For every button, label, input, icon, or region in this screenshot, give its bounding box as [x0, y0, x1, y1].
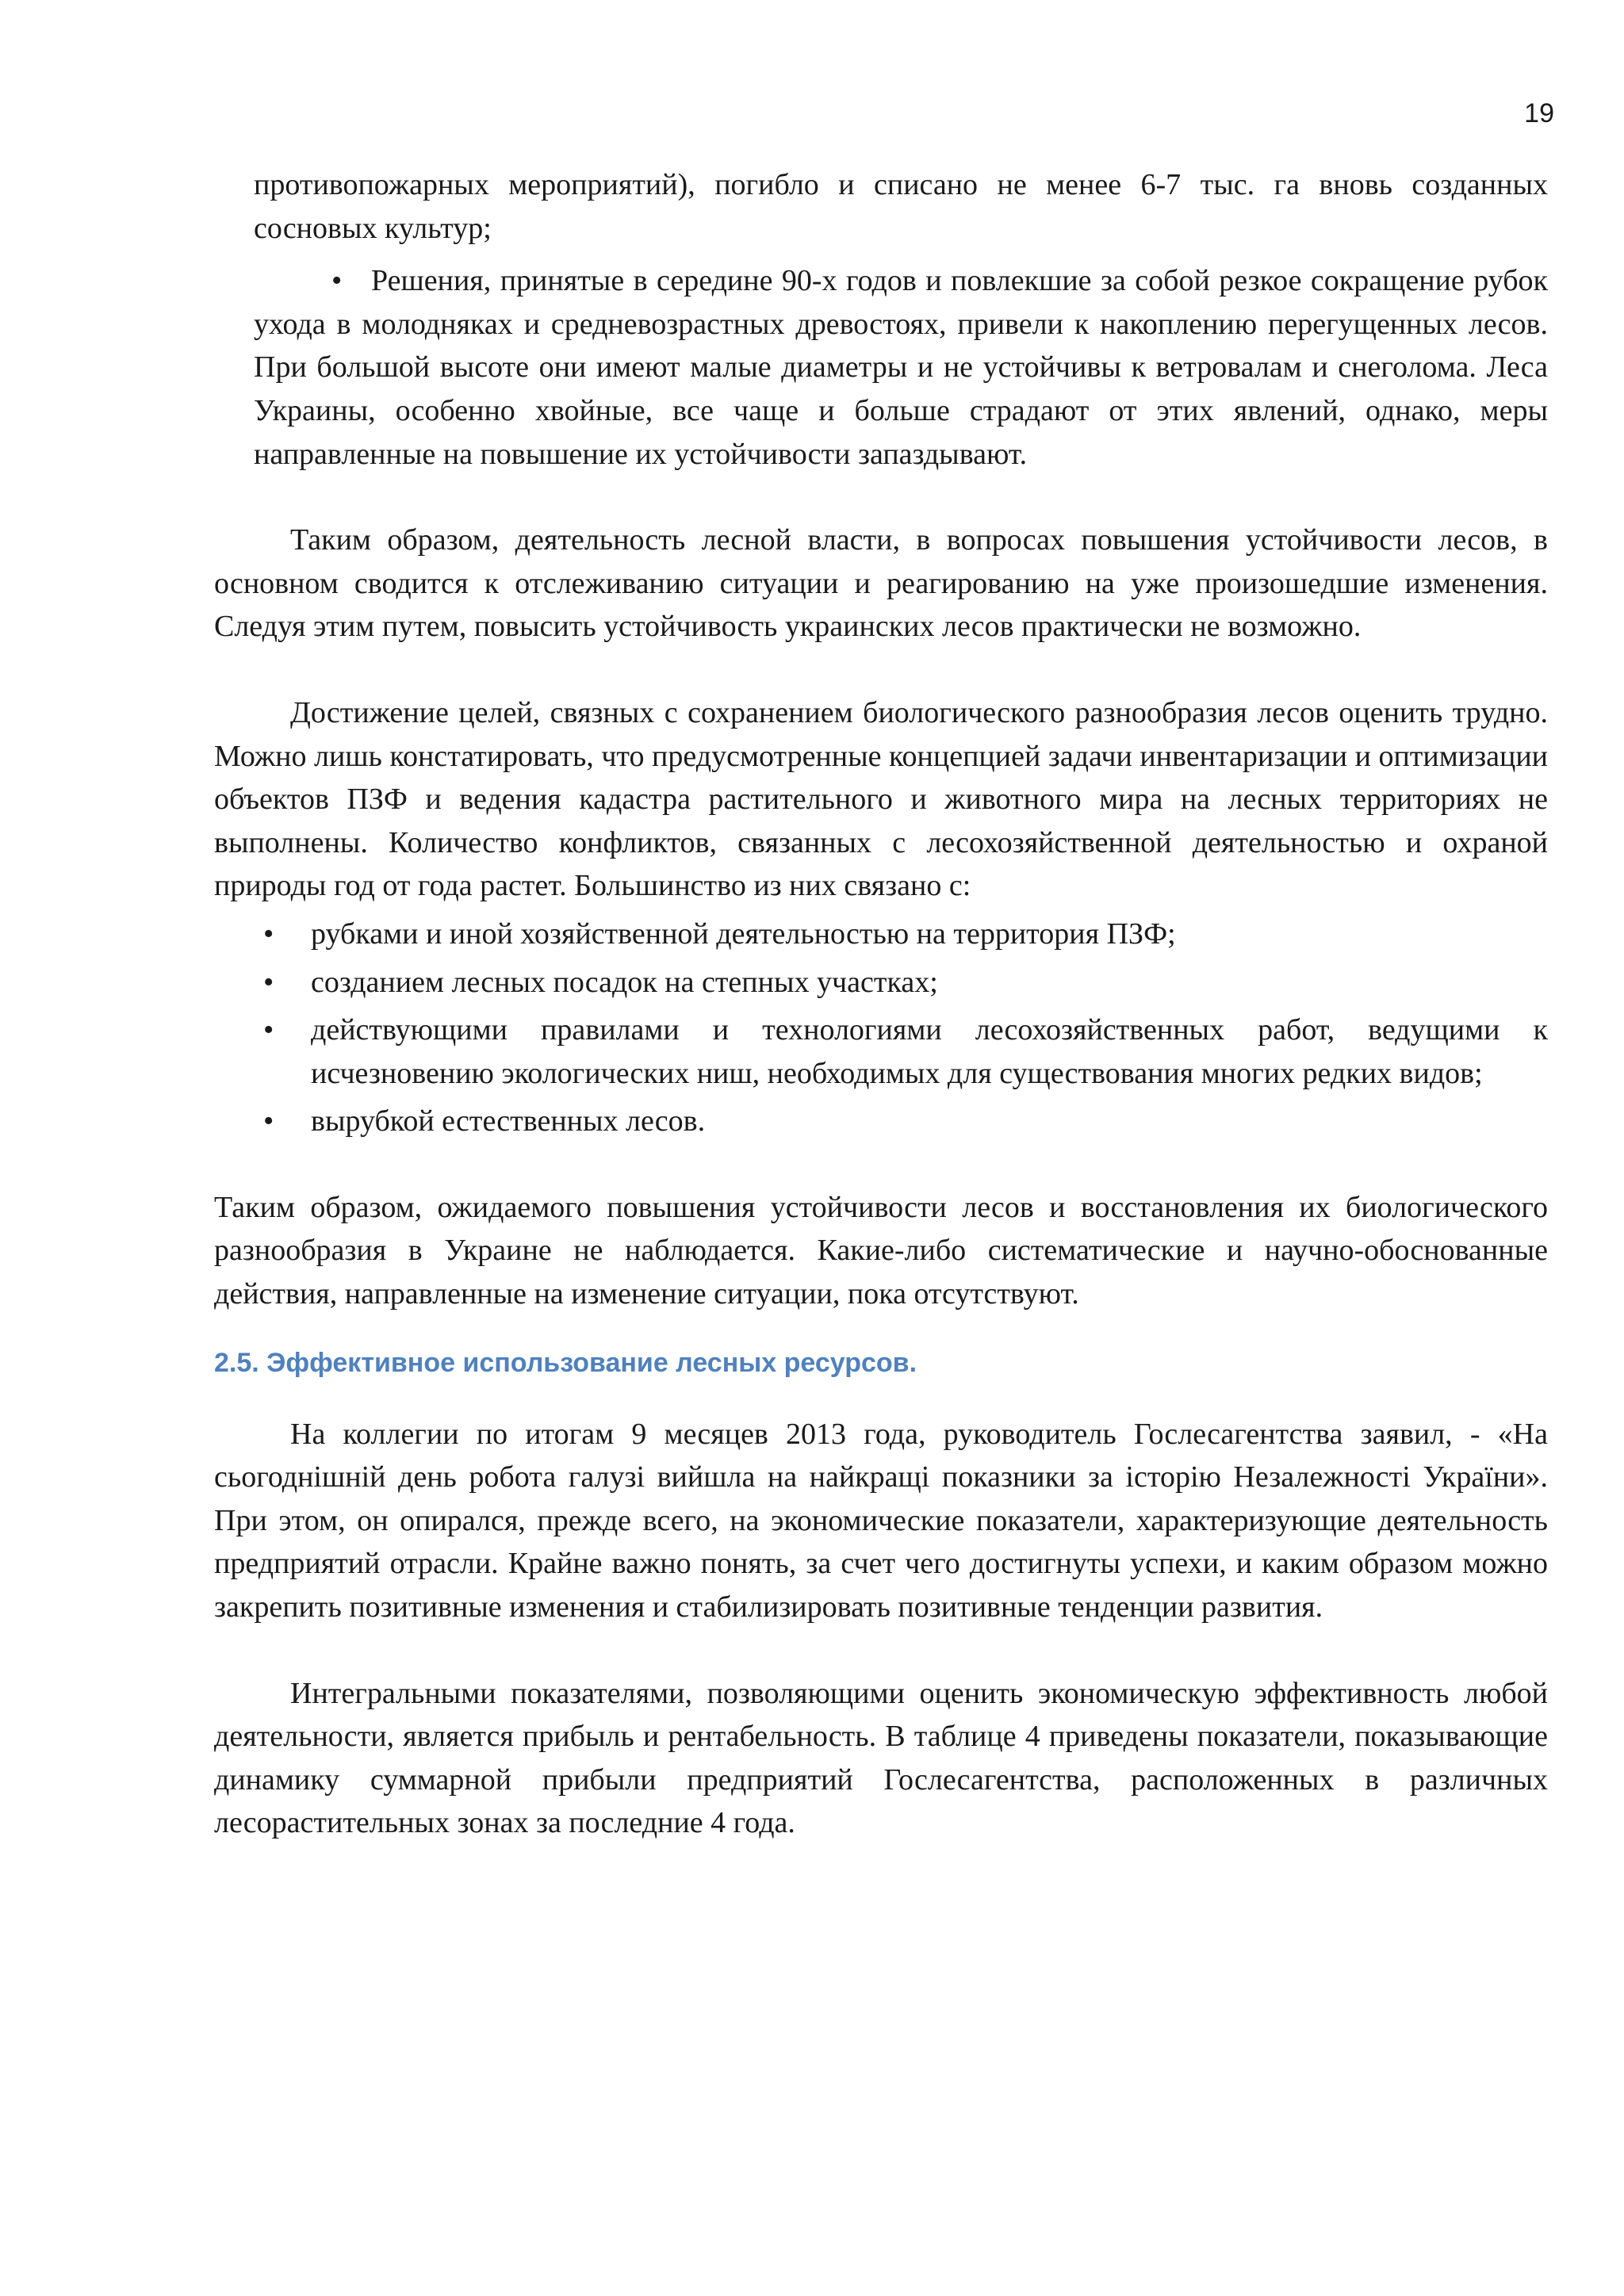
paragraph-forest-authority: Таким образом, деятельность лесной власти, в вопросах повышения устойчивости лесов, в основном сводится к отслеживанию ситуации и реагированию на уже произошедшие изменения. Следуя этим путем, повысить устойчивость украинских лесов практически не возможно. — [214, 523, 1548, 644]
bullet-paragraph — [214, 259, 1548, 476]
paragraph-indicators: Интегральными показателями, позволяющими оценить экономическую эффективность любой деятельности, является прибыль и рентабельность. В таблице 4 приведены показатели, показывающие динамику суммарной прибыли предприятий Гослесагентства, расположенных в различных лесорастительных зонах за последние 4 года. — [214, 1676, 1548, 1840]
paragraph-collegium: На коллегии по итогам 9 месяцев 2013 года, руководитель Гослесагентства заявил, - «На сьогоднішній день робота галузі вийшла на найкращі показники за історію Незалежності України». При этом, он опирался, прежде всего, на экономические показатели, характеризующие деятельность предприятий отрасли. Крайне важно понять, за счет чего достигнуты успехи, и каким образом можно закрепить позитивные изменения и стабилизировать позитивные тенденции развития. — [214, 1417, 1548, 1624]
bullet-icon: • — [263, 1104, 274, 1138]
list-item: • рубками и иной хозяйственной деятельностью на территория ПЗФ; — [214, 913, 1548, 956]
bullet-icon: • — [263, 1013, 274, 1047]
list-item: • вырубкой естественных лесов. — [214, 1100, 1548, 1143]
bullet-icon: • — [263, 965, 274, 999]
paragraph-conclusion: Таким образом, ожидаемого повышения устойчивости лесов и восстановления их биологического разнообразия в Украине не наблюдается. Какие-либо систематические и научно-обоснованные действия, направленные на изменение ситуации, пока отсутствуют. — [214, 1190, 1548, 1311]
page-number: 19 — [1524, 98, 1554, 128]
bullet-paragraph-text: Решения, принятые в середине 90-х годов и повлекшие за собой резкое сокращение рубок ухода в молодняках и средневозрастных древостоях, привели к накоплению перегущенных лесов. При большой высоте они имеют малые диаметры и не устойчивы к ветровалам и снеголома. Леса Украины, особенно хвойные, все чаще и больше страдают от этих явлений, однако, меры направленные на повышение их устойчивости запаздывают. — [254, 264, 1548, 471]
paragraph-gap — [214, 1629, 1548, 1672]
bullet-icon: • — [263, 916, 274, 951]
list-item: • созданием лесных посадок на степных участках; — [214, 961, 1548, 1004]
paragraph-gap — [214, 1143, 1548, 1186]
bullet-icon: • — [331, 264, 343, 298]
section-heading: 2.5. Эффективное использование лесных ресурсов. — [214, 1347, 917, 1378]
paragraph-biodiversity: Достижение целей, связных с сохранением биологического разнообразия лесов оценить трудно. Можно лишь констатировать, что предусмотренные концепцией задачи инвентаризации и оптимизации объектов ПЗФ и ведения кадастра растительного и животного мира на лесных территориях не выполнены. Количество конфликтов, связанных с лесохозяйственной деятельностью и охраной природы год от года растет. Большинство из них связано с: — [214, 695, 1548, 903]
list-item: • действующими правилами и технологиями лесохозяйственных работ, ведущими к исчезновению экологических ниш, необходимых для существования многих редких видов; — [214, 1008, 1548, 1095]
paragraph-gap — [214, 649, 1548, 691]
paragraph-gap — [214, 476, 1548, 519]
continued-paragraph: противопожарных мероприятий), погибло и списано не менее 6-7 тыс. га вновь созданных сосновых культур; — [254, 168, 1548, 245]
page-content — [214, 163, 1548, 1845]
conflicts-list — [214, 913, 1548, 1143]
